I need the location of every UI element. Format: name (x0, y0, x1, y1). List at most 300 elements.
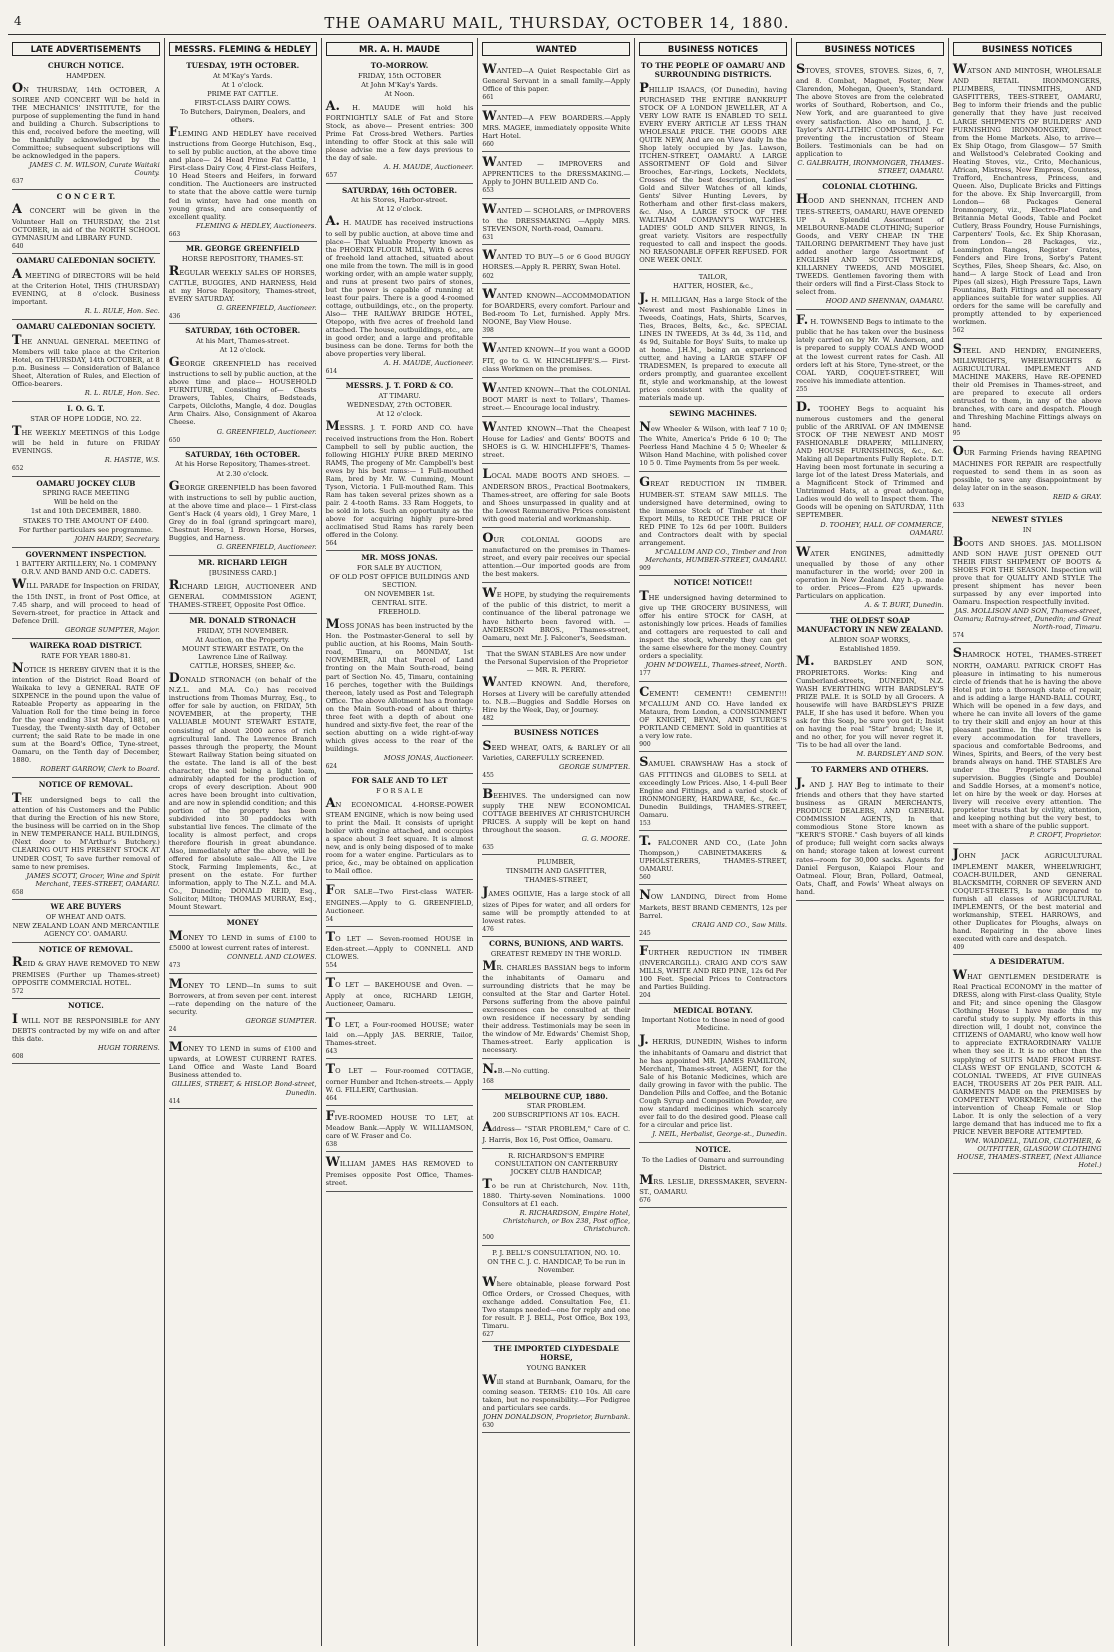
advertisement (482, 199, 630, 246)
ad-line: IN (1022, 525, 1032, 534)
advertisement (953, 441, 1102, 513)
ad-body: J. AND J. HAY Beg to intimate to their friends and others that they have started business as GRAIN MERCHANTS, PRODUCE DEALERS, AND GENERAL COMMISSION AGENTS, In that commodious Stone Store known as "KERR'S STORE." Cash buyers of all kinds of produce; full weight corn sacks always on hand; storage taken at lowest current rates—room for 30,000 sacks. Agents for Daniel Ferguson, Kaiapoi Flour and Oatmeal. Flour, Bran, Pollard, Oatmeal, Oats, Chaff, and Fowls' Wheat always on hand. (795, 775, 944, 896)
ad-number: 650 (168, 436, 181, 444)
ad-signature: G. G. MOORE. (581, 834, 631, 843)
ad-body: WANTED KNOWN—ACCOMMODATION for BOARDERS, every comfort. Parlour and Bed-room To Let, furnished. Apply Mrs. NOONE, Bay View House. (482, 286, 631, 327)
ad-line: At John M'Kay's Yards. (361, 80, 438, 89)
advertisement (482, 106, 630, 153)
ad-signature: A. & T. BURT, Dunedin. (864, 601, 944, 610)
ad-body: SAMUEL CRAWSHAW Has a stock of GAS FITTINGS and GLOBES to SELL at exceedingly Low Prices. Also, 1 4-pull Beer Engine and Fittings, and a varied stock of IRONMONGERY, HARDWARE, &c., &c.—Dunedin Buildings, THAMES-STREET, Oamaru. (639, 755, 787, 819)
masthead-rule (8, 34, 1106, 35)
ad-number: 500 (482, 1234, 494, 1242)
ad-number: 177 (639, 670, 651, 678)
ad-line: NEW ZEALAND LOAN AND MERCANTILE AGENCY CO'. OAMARU. (12, 921, 160, 938)
ad-body: AN ECONOMICAL 4-HORSE-POWER STEAM ENGINE, which is now being used to print the Mail. It consists of upright boiler with engine attached, and occupies a space about 3 feet square. It is almost new, and is only being disposed of to make room for a water engine. Particulars as to price, &c., may be obtained on application to Mail office. (325, 795, 474, 876)
advertisement (326, 927, 474, 974)
ad-body: WANTED KNOWN—That the Cheapest House for Ladies' and Gents' BOOTS and SHOES is G. W. HINCHLIFFE'S, Thames-street. (482, 419, 631, 460)
ad-body: FLEMING AND HEDLEY have received instructions from George Hutchison, Esq., to sell by public auction, at the above time and place— 24 Head Prime Fat Cattle, 1 First-class Dairy Cow, 4 First-class Heifers, 10 Head Steers and Heifers, in forward condition. The Auctioneers are instructed to state that the above cattle were turnip fed in winter, have had one month on young grass, and are consequently of excellent quality. (168, 125, 317, 221)
ad-title: SATURDAY, 16th OCTOBER. (185, 326, 301, 336)
ad-signature: R. L. RULE, Hon. Sec. (84, 307, 160, 316)
ad-line: That the SWAN STABLES Are now under the Personal Supervision of the Proprietor— MR. R. PERRY. (484, 649, 629, 674)
ad-body: CEMENT! CEMENT!! CEMENT!!! M'CALLUM AND CO. Have landed ex Mataura, from London, a CONSIGNMENT OF KNIGHT, BEVAN, AND STURGE'S PORTLAND CEMENT. Sold in quantities at a very low rate. (639, 684, 787, 741)
advertisement (953, 643, 1102, 844)
ad-signature: D. TOOHEY, HALL OF COMMERCE, OAMARU. (820, 520, 944, 537)
advertisement (326, 1152, 474, 1191)
ad-signature: GEORGE SUMPTER. (245, 1016, 317, 1025)
ad-line: Important Notice to those in need of good Medicine. (641, 1016, 785, 1033)
advertisement (482, 245, 630, 284)
ad-title: MELBOURNE CUP, 1880. (504, 1091, 608, 1101)
advertisement (326, 880, 474, 927)
column-heading: MESSRS. FLEMING & HEDLEY (169, 42, 317, 56)
advertisement (796, 59, 944, 180)
column-2 (165, 38, 322, 1646)
ad-title: SATURDAY, 16th OCTOBER. (341, 185, 457, 195)
advertisement (639, 576, 787, 681)
advertisement (326, 973, 474, 1012)
ad-number: 95 (952, 430, 961, 438)
advertisement (169, 1037, 317, 1109)
ad-line: HATTER, HOSIER, &c., (673, 281, 754, 290)
advertisement (12, 639, 160, 778)
ad-body: WANTED KNOWN—That the COLONIAL BOOT MART is next to Tollars', Thames-street.— Encourage local industry. (482, 380, 631, 412)
ad-body: A MEETING of DIRECTORS will be held at the Criterion Hotel, THIS (THURSDAY) EVENING, at 8 o'clock. Business important. (12, 266, 160, 307)
column-5 (635, 38, 792, 1646)
ad-title: MONEY (226, 918, 259, 928)
advertisement (482, 784, 630, 856)
ad-number: 638 (325, 1141, 338, 1149)
ad-body: WE HOPE, by studying the requirements of the public of this district, to merit a continuance of the liberal patronage we have hitherto been favored with. —ANDERSON BROS., Thames-street, Oamaru, next Mr. J. Falconer's, Seedsman. (482, 586, 631, 642)
ad-signature: MOSS JONAS, Auctioneer. (383, 753, 474, 762)
ad-signature: JAS. MOLLISON AND SON, Thames-street, Oamaru; Ratray-street, Dunedin; and Great North-road, Timaru. (953, 607, 1102, 632)
advertisement (639, 941, 787, 1004)
column-7 (949, 38, 1106, 1646)
ad-title: NOTICE OF REMOVAL. (38, 944, 133, 954)
ad-line: STAR PROBLEM. (526, 1102, 586, 1111)
ad-body: A CONCERT will be given in the Volunteer Hall on THURSDAY, the 21st OCTOBER, in aid of the NORTH SCHOOL GYMNASIUM and LIBRARY FUND. (12, 202, 160, 242)
ad-body: REID & GRAY HAVE REMOVED TO NEW PREMISES (Further up Thames-street) OPPOSITE COMMERCIAL HOTEL. (12, 955, 160, 987)
ad-line: 1 BATTERY ARTILLERY, No. 1 COMPANY O.R.V. AND BAND AND O.C. CADETS. (15, 560, 157, 577)
ad-title: CORNS, BUNIONS, AND WARTS. (489, 938, 624, 948)
ad-number: 657 (325, 172, 338, 180)
ad-line: At his Stores, Harbor-street. (351, 196, 448, 205)
ad-number: 660 (482, 140, 494, 148)
ad-title: THE IMPORTED CLYDESDALE HORSE, (493, 1344, 619, 1362)
ad-line: OF WHEAT AND OATS. (45, 912, 126, 921)
ad-title: NOTICE. (695, 1145, 731, 1155)
ad-body: WANTED — IMPROVERS and APPRENTICES to the DRESSMAKING.—Apply to JOHN BULLEID AND Co. (482, 155, 631, 187)
ad-line: At his Mart, Thames-street. (196, 336, 290, 345)
advertisement (482, 1246, 630, 1343)
ad-number: 643 (325, 1048, 338, 1056)
advertisement (169, 974, 317, 1038)
ad-title: MR. GEORGE GREENFIELD (185, 243, 300, 253)
ad-number: 572 (12, 987, 24, 995)
ad-number: 54 (325, 915, 334, 923)
advertisement (169, 614, 317, 916)
ad-number: 602 (482, 272, 494, 280)
ad-line: ON THE C. J. C. HANDICAP, To be run in November. (487, 1257, 626, 1274)
ad-body: OUR Farming Friends having REAPING MACHINES FOR REPAIR are respectfully requested to send them in as soon as possible, to save any disappointment by delay later on in the season. (952, 444, 1102, 492)
ad-line: TINSMITH AND GASFITTER, (505, 867, 607, 876)
ad-title: NOTICE! NOTICE!! (673, 578, 753, 588)
advertisement (12, 900, 160, 943)
ad-line: To the Ladies of Oamaru and surrounding District. (642, 1155, 785, 1172)
ad-body: JAMES OGILVIE, Has a large stock of all sizes of Pipes for water, and all orders for same will be promptly attended to at lowest rates. (482, 885, 631, 925)
ad-title: C O N C E R T. (56, 191, 116, 201)
ad-title: TO THE PEOPLE OF OAMARU AND SURROUNDING DISTRICTS. (640, 61, 786, 79)
advertisement (169, 324, 317, 448)
ad-number: 414 (168, 1097, 181, 1105)
ad-line: Established 1859. (839, 644, 901, 653)
ad-body: WANTED—A FEW BOARDERS.—Apply MRS. MAGEE, immediately opposite White Hart Hotel. (482, 108, 631, 140)
column-4 (478, 38, 635, 1646)
ad-signature: P. CROFT, Proprietor. (1029, 831, 1102, 840)
ad-title: MR. MOSS JONAS. (361, 553, 438, 563)
ad-signature: M'CALLUM AND CO., Timber and Iron Merchants, HUMBER-STREET, OAMARU. (645, 547, 787, 564)
ad-body: NOW LANDING, Direct from Home Markets, BEST BRAND CEMENTS, 12s per Barrel. (639, 888, 787, 920)
ad-body: A. H. MAUDE has received instructions to sell by public auction, at above time and place— That Valuable Property known as the PHOENIX FLOUR MILL, With 6 acres of freehold land attached, situated about one mile from the town. The mill is in good working order, with an ample water supply, and runs at present two pairs of stones, but the power is capable of running at least four pairs. There is a good 4-roomed cottage, outbuildings, etc., on the property. Also— THE RAILWAY BRIDGE HOTEL, Otepopo, with five acres of freehold land attached. The house, outbuildings, etc., are in good order, and a large and profitable business can be done. Terms for both the above properties very liberal. (325, 214, 474, 359)
ad-line: At 12 o'clock. (376, 410, 423, 419)
ad-number: 455 (482, 772, 494, 780)
ad-number: 909 (639, 564, 651, 572)
column-6 (792, 38, 949, 1646)
ad-body: THE WEEKLY MEETINGS of this Lodge will be held in future on FRIDAY EVENINGS. (12, 424, 160, 456)
ad-line: [BUSINESS CARD.] (209, 568, 277, 577)
ad-line: At 12 o'clock. (376, 205, 423, 214)
ad-number: 464 (325, 1094, 338, 1102)
advertisement (639, 1004, 787, 1143)
ad-signature: A. H. MAUDE, Auctioneer. (383, 359, 474, 368)
advertisement (12, 59, 160, 190)
ad-signature: M. BARDSLEY AND SON. (856, 750, 944, 759)
ad-number: 436 (168, 313, 181, 321)
advertisement (482, 855, 630, 937)
ad-number: 473 (168, 962, 181, 970)
ad-signature: CRAIG AND CO., Saw Mills. (691, 920, 787, 929)
ad-body: MONEY TO LEND in sums of £100 and upwards, at LOWEST CURRENT RATES. Land Office and Waste Land Board Business attended to. (168, 1040, 317, 1080)
ad-title: TUESDAY, 19TH OCTOBER. (186, 61, 300, 71)
advertisement (639, 752, 787, 831)
page-number: 4 (14, 14, 23, 28)
ad-signature: G. GREENFIELD, Auctioneer. (216, 543, 317, 552)
ad-body: TO LET — Seven-roomed HOUSE in Eden-street.—Apply to CONNELL AND CLOWES. (325, 929, 474, 962)
ad-body: FIVE-ROOMED HOUSE TO LET, at Meadow Bank.—Apply W. WILLIAMSON, care of W. Fraser and Co. (325, 1108, 474, 1141)
ad-number: 658 (12, 888, 24, 896)
ad-line: CENTRAL SITE. (371, 599, 428, 608)
ad-title: TO-MORROW. (370, 61, 429, 71)
ad-signature: G. GREENFIELD, Auctioneer. (216, 427, 317, 436)
advertisement (796, 763, 944, 900)
ad-number: 633 (952, 501, 965, 509)
ad-number: 653 (482, 187, 494, 195)
ad-title: MESSRS. J. T. FORD & CO. (345, 381, 454, 391)
ad-number: 168 (482, 1078, 494, 1086)
advertisement (482, 338, 630, 377)
column-3 (322, 38, 479, 1646)
advertisement (326, 774, 474, 880)
ad-body: TO LET, a Four-roomed HOUSE; water laid on.—Apply JAS. BERRIE, Tailor, Thames-street. (325, 1015, 474, 1048)
ad-body: I WILL NOT BE RESPONSIBLE for ANY DEBTS contracted by my wife on and after this date. (12, 1011, 160, 1044)
ad-number: 564 (325, 539, 338, 547)
advertisement (482, 59, 630, 106)
advertisement (482, 528, 630, 583)
ad-line: 1st and 10th DECEMBER, 1880. (30, 507, 141, 516)
ad-body: TO LET — BAKEHOUSE and Oven. —Apply at once, RICHARD LEIGH, Auctioneer, Oamaru. (325, 976, 474, 1008)
ad-title: A DESIDERATUM. (989, 957, 1065, 967)
ad-body: M. BARDSLEY AND SON, PROPRIETORS. Works: King and Cumberland-streets, DUNEDIN, N.Z. WASH EVERYTHING WITH BARDSLEY'S PRIZE PALE. It is SOLD by all Grocers. A housewife will have BARDSLEY'S PRIZE PALE, If she has used it before. When you ask for this Soap, be sure you get it; Insist on having the real "Star" brand; Use it, and no other, for you will never regret it. 'Tis to be had all over the land. (795, 653, 944, 750)
ad-title: CHURCH NOTICE. (47, 61, 124, 71)
ad-title: COLONIAL CLOTHING. (822, 181, 918, 191)
advertisement (326, 551, 474, 774)
ad-title: FOR SALE AND TO LET (351, 776, 448, 786)
ad-signature: R. L. RULE, Hon. Sec. (84, 389, 160, 398)
advertisement (12, 548, 160, 639)
ad-number: 640 (12, 242, 24, 250)
ad-number: 652 (12, 465, 24, 473)
ad-body: New Wheeler & Wilson, with leaf 7 10 0; The White, America's Pride 6 10 0; The Peerless Hand Machine 4 5 0; Wheeler & Wilson Hand Machine, with polished cover 10 5 0. Time Payments from 5s per week. (639, 419, 787, 468)
ad-signature: ROBERT GARROW, Clerk to Board. (40, 765, 160, 774)
ad-signature: J. NEIL, Herbalist, George-st., Dunedin. (652, 1130, 787, 1139)
ad-body: FOR SALE—Two First-class WATER-ENGINES.—Apply to G. GREENFIELD, Auctioneer. (325, 883, 474, 915)
ad-title: WAIREKA ROAD DISTRICT. (29, 640, 143, 650)
ad-signature: REID & GRAY. (1052, 492, 1102, 501)
advertisement (639, 1143, 787, 1208)
ad-body: HOOD AND SHENNAN, ITCHEN AND TEES-STREETS, OAMARU, HAVE OPENED UP A Splendid Assortment of MELBOURNE-MADE CLOTHING; Superior Goods, and VERY CHEAP. IN THE TAILORING DEPARTMENT They have just added another large Assortment of ENGLISH AND SCOTCH TWEEDS, KILLARNEY TWEEDS, AND MOSGIEL TWEEDS. Gentlemen favoring them with their orders will find a First-Class Stock to select from. (795, 192, 944, 297)
ad-body: ON THURSDAY, 14th OCTOBER, A SOIREE AND CONCERT Will be held in THE MECHANICS' INSTITUTE, for the purpose of supplementing the fund in hand and building a Church. Subscriptions to this end, received before the meeting, will be thankfully acknowledged by the Committee; subsequent subscriptions will be acknowledged in the papers. (12, 80, 160, 161)
ad-number: 476 (482, 925, 494, 933)
ad-body: WANTED KNOWN. And, therefore, Horses at Livery will be carefully attended to. N.B.—Buggies and Saddle Horses on Hire by the Week, Day, or Journey. (482, 674, 631, 715)
ad-line: FREEHOLD. (378, 608, 421, 617)
ad-body: TO LET — Four-roomed COTTAGE, corner Humber and Itchen-streets.— Apply W. G. FILLERY, Carthusian. (325, 1062, 474, 1094)
ad-body: F. H. TOWNSEND Begs to intimate to the public that he has taken over the business lately carried on by Mr. W. Anderson, and is prepared to supply COALS AND WOOD at the lowest current rates for Cash. All orders left at his Store, Tyne-street, or the COAL YARD, COQUET-STREET, Will receive his immediate attention. (795, 313, 944, 385)
ad-line: TAILOR, (698, 272, 728, 281)
advertisement (953, 513, 1102, 644)
masthead-title: THE OAMARU MAIL, THURSDAY, OCTOBER 14, 1880. (324, 14, 790, 32)
ad-line: AT TIMARU. (378, 392, 421, 401)
ad-number: 255 (795, 385, 808, 393)
ad-body: STOVES, STOVES, STOVES. Sizes, 6, 7, and 8. Combat, Magnet, Foster, New Clarendon, Mohegan, Queen's, Standard. The above Stoves are from the celebrated works of Southard, Robertson, and Co., New York, and are guaranteed to give every satisfaction. Also on hand, J. C. Taylor's ANTI-LITHIC COMPOSITION For preventing the incrustation of Steam Boilers. Testimonials can be had on application to (795, 62, 944, 158)
ad-line: For further particulars see programme. (18, 525, 154, 534)
ad-signature: JOHN M'DOWELL, Thames-street, North. (645, 661, 787, 670)
ad-body: BEEHIVES. The undersigned can now supply THE NEW ECONOMICAL COTTAGE BEEHIVES AT CHRISTCHURCH PRICES. A supply will be kept on hand throughout the season. (482, 786, 631, 834)
advertisement (12, 254, 160, 320)
column-1 (8, 38, 165, 1646)
ad-title: GOVERNMENT INSPECTION. (25, 549, 147, 559)
ad-title: BUSINESS NOTICES (513, 728, 599, 738)
advertisement (482, 464, 630, 527)
ad-line: RATE FOR YEAR 1880-81. (41, 651, 131, 660)
ad-body: NOTICE IS HEREBY GIVEN that it is the intention of the District Road Board of Waikaka to levy a GENERAL RATE OF SIXPENCE in the pound upon the value of Rateable Property as appearing in the Valuation Roll for the time being in force for the year ending 31st March, 1881, on Tuesday, the Twenty-sixth day of October current; the said Rate to be made in one sum at the Board's Office, Tyne-street, Oamaru, on the Tenth day of December, 1880. (12, 660, 160, 765)
ad-title: NOTICE OF REMOVAL. (38, 780, 133, 790)
ad-number: 627 (482, 1331, 494, 1339)
ad-body: J. H. MILLIGAN, Has a large Stock of the Newest and most Fashionable Lines in Tweeds, Coatings, Hats, Shirts, Scarves, Ties, Braces, Belts, &c., &c. SPECIAL LINES IN TWEEDS, At 3s 4d, 3s 11d, and 4s 9d, Suitable for Boys' Suits, to make up at home. J.H.M., being an experienced cutter, and having a LARGE STAFF OF TRADESMEN, Is prepared to execute all orders promptly, and guarantee excellent fit, style and workmanship, at the lowest prices consistent with the quality of materials made up. (639, 290, 787, 403)
ad-title: NEWEST STYLES (991, 514, 1063, 524)
advertisement (796, 180, 944, 310)
ad-body: STEEL AND HENDRY, ENGINEERS, MILLWRIGHTS, WHEELWRIGHTS & AGRICULTURAL IMPLEMENT AND MACHINE MAKERS, Have RE-OPENED their old Premises in Thames-street, and are prepared to execute all orders entrusted to them, in any of the above branches, with care and despatch. Plough and Threshing Machine Fittings always on hand. (952, 341, 1102, 430)
ad-signature: CONNELL AND CLOWES. (226, 953, 317, 962)
ad-number: 409 (952, 944, 965, 952)
ad-body: Address— "STAR PROBLEM," Care of C. J. Harris, Box 16, Post Office, Oamaru. (482, 1120, 631, 1144)
advertisement (796, 310, 944, 397)
ad-body: PHILLIP ISAACS, (Of Dunedin), having PURCHASED THE ENTIRE BANKRUPT STOCK OF A LONDON JEWELLER, AT A VERY LOW RATE IS ENABLED TO SELL EVERY EVERY ARTICLE AT LESS THAN WHOLESALE PRICE. THE GOODS ARE QUITE NEW, And are on View daily In the Shop lately occupied by Jas. Lawson, ITCHEN-STREET, OAMARU. A LARGE ASSORTMENT OF Gold and Silver Brooches, Ear-rings, Lockets, Necklets, Crosses of the best description, Ladies' Gold and Silver Watches of all kinds, Gents' Silver Hunting Levers, by Rotherham and other first-class makers, &c. Also, A LARGE STOCK OF THE WALTHAM COMPANY'S WATCHES. LADIES' GOLD AND SILVER RINGS, In great variety. Visitors are respectfully requested to call and inspect the goods. NO REASONABLE OFFER REFUSED. FOR ONE WEEK ONLY. (639, 80, 787, 265)
column-heading: BUSINESS NOTICES (953, 42, 1102, 56)
ad-signature: A. H. MAUDE, Auctioneer. (383, 163, 474, 172)
ad-body: THE ANNUAL GENERAL MEETING of Members will take place at the Criterion Hotel, on THURSDAY, 14th OCTOBER, at 8 p.m. Business — Consideration of Balance Sheet, Alteration of Rules, and Election of Office-bearers. (12, 332, 160, 389)
advertisement (169, 556, 317, 614)
ad-body: THE undersigned having determined to give up THE GROCERY BUSINESS, will offer his entire STOCK for CASH, at astonishingly low prices. Heads of families and cottagers are requested to call and inspect the stock, whereby they can get the same elsewhere for the money. Country orders a speciality. (639, 588, 787, 661)
ad-line: Will be held on the (53, 498, 118, 507)
advertisement (953, 59, 1102, 338)
advertisement (796, 614, 944, 763)
ad-body: MONEY TO LEND—In sums to suit Borrowers, at from seven per cent. interest—rate depending on the nature of the security. (168, 976, 317, 1016)
ad-line: To Butchers, Dairymen, Dealers, and others. (180, 107, 306, 124)
ad-body: MESSRS. J. T. FORD AND CO. have received instructions from the Hon. Robert Campbell to sell by public auction, the following HIGHLY PURE BRED MERINO RAMS, The progeny of Mr. Campbell's best ewes by his best rams:— 1 Full-mouthed Ram, bred by Mr. W. Cumming, Mount Tyson, Victoria. 1 Full-mouthed Ram. This Ram has taken several prizes shown as a pair. 2 4-tooth Rams. 33 Ram Hoggets, to be sold in lots. Such an opportunity as the above for acquiring highly pure-bred acclimatised Stud Rams has rarely been offered in the Colony. (325, 419, 474, 539)
ad-title: MEDICAL BOTANY. (673, 1005, 753, 1015)
advertisement (639, 59, 787, 269)
advertisement (482, 1059, 630, 1089)
ad-line: 200 SUBSCRIPTIONS AT 10s. EACH. (492, 1111, 620, 1120)
ad-body: T. FALCONER AND CO., (Late John Thompson,) CABINETMAKERS & UPHOLSTERERS, THAMES-STREET, OAMARU. (639, 833, 787, 874)
ad-body: WANTED KNOWN—If you want a GOOD FIT, go to G. W. HINCHLIFFE'S.— First-class Workmen on the premises. (482, 341, 631, 373)
ad-signature: FLEMING & HEDLEY, Auctioneers. (195, 221, 317, 230)
advertisement (482, 378, 630, 417)
ad-signature: JOHN DONALDSON, Proprietor, Burnbank. (482, 1413, 631, 1422)
ad-signature: C. GALBRAITH, IRONMONGER, THAMES-STREET, OAMARU. (797, 158, 944, 175)
ad-body: WILL PARADE for Inspection on FRIDAY, the 15th INST., in front of Post Office, at 7.45 sharp, and will proceed to head of Severn-street, for practice in Attack and Defence Drill. (12, 577, 160, 625)
ad-body: MOSS JONAS has been instructed by the Hon. the Postmaster-General to sell by public auction, at his Rooms, Main South-road, Timaru, on MONDAY, 1st NOVEMBER, All that Parcel of Land fronting on the Main South-road, being part of Section No. 45, Timaru, containing 16 perches, together with the Buildings thereon, lately used as Post and Telegraph Office. The above Allotment has a frontage on the Main South-road of about thirty-three feet with a depth of about one hundred and sixty-five feet, the rear of the section abutting on a wide right-of-way which gives access to the rear of the buildings. (325, 617, 474, 753)
advertisement (169, 448, 317, 556)
ad-body: SHAMROCK HOTEL, THAMES-STREET NORTH, OAMARU. PATRICK CROFT Has pleasure in intimating to his numerous circle of friends that he is having the above Hotel put into a thorough state of repair, and is adding a large HAND-BALL COURT, Which will be opened in a few days, and where he can invite all lovers of the game to try their skill and enjoy an hour at this pleasant pastime. In the Hotel there is every accommodation for travellers, spacious and comfortable Bedrooms, and Wines, Spirits, and Beers, of the very best brands always on hand. THE STABLES Are under the Proprietor's personal supervision. Buggies (Single and Double) and Saddle Horses, at a moment's notice, let on hire by the week or day. Horses at livery will receive every attention. The proprietor trusts that by civility, attention, and keeping nothing but the very best, to meet with a share of the public support. (952, 646, 1102, 831)
advertisement (639, 407, 787, 472)
ad-line: FRIDAY, 5TH NOVEMBER. (196, 626, 289, 635)
ad-number: 398 (482, 327, 494, 335)
ad-line: At 2.30 o'clock. (216, 469, 269, 478)
advertisement (169, 59, 317, 242)
ad-line: ON NOVEMBER 1st. (364, 589, 435, 598)
ad-number: 482 (482, 715, 494, 723)
ad-line: HORSE REPOSITORY, THAMES-ST. (181, 254, 304, 263)
advertisement (326, 184, 474, 380)
ad-body: WANTED—A Quiet Respectable Girl as General Servant in a small family.—Apply Office of this paper. (482, 62, 631, 94)
ad-line: FOR SALE BY AUCTION, (356, 563, 443, 572)
advertisement (482, 1149, 630, 1246)
ad-body: J. HERRIS, DUNEDIN, Wishes to inform the inhabitants of Oamaru and district that he has appointed MR. JAMES FAMILTON, Merchant, Thames-street, AGENT, for the Sale of his Botanic Medicines, which are daily growing in favor with the public. The Dandelion Pills and Coffee, and the Botanic Cough Syrup and Composition Powder, are now standard medicines which scarcely ever fail to do the desired good. Please call for a circular and price list. (639, 1033, 787, 1129)
ad-number: 562 (952, 327, 965, 335)
ad-body: MONEY TO LEND in sums of £100 to £5000 at lowest current rates of interest. (168, 928, 317, 953)
ad-body: WILLIAM JAMES HAS REMOVED to Premises opposite Post Office, Thames-street. (325, 1155, 474, 1187)
advertisement (326, 59, 474, 184)
ad-number: 676 (639, 1197, 651, 1205)
masthead (0, 14, 1114, 32)
ad-number: 245 (639, 929, 651, 937)
ad-line: STAKES TO THE AMOUNT OF £400. (22, 516, 149, 525)
advertisement (169, 916, 317, 973)
ad-line: PLUMBER, (537, 858, 576, 867)
advertisement (953, 955, 1102, 1174)
ad-line: CATTLE, HORSES, SHEEP, &c. (189, 662, 296, 671)
ad-title: THE OLDEST SOAP MANUFACTORY IN NEW ZEALAND. (796, 616, 944, 634)
column-heading: WANTED (482, 42, 630, 56)
advertisement (482, 152, 630, 199)
ad-title: SEWING MACHINES. (669, 409, 757, 419)
advertisement (482, 417, 630, 464)
ad-signature: HOOD AND SHENNAN, OAMARU. (825, 297, 944, 306)
ad-number: 900 (639, 741, 651, 749)
ad-line: FIRST-CLASS DAIRY COWS. (194, 98, 291, 107)
ad-line: At 12 o'clock. (219, 345, 266, 354)
ad-number: 574 (952, 632, 965, 640)
ad-body: WHAT GENTLEMEN DESIDERATE is Real Practical ECONOMY in the matter of DRESS, along with First-class Quality, Style and Fit; and since opening the Glasgow Clothing House I have made this my careful study to supply. My efforts in this direction will, I doubt not, convince the CITIZENS of OAMARU, who know well how to appreciate EXTRAORDINARY VALUE when they see it. It is no other than the supplying of SUITS MADE FROM FIRST-CLASS WEST OF ENGLAND, SCOTCH & COLONIAL TWEEDS, AT FIVE GUINEAS EACH, TROUSERS AT 20s PER PAIR. ALL GARMENTS MADE on the PREMISES by COMPETENT WORKMEN, without the intervention of Cheap Female or Slop Labor. It is only the selection of a very large demand that has induced me to fix a PRICE NEVER BEFORE ATTEMPTED. (952, 967, 1102, 1136)
ad-line: F O R S A L E (376, 786, 423, 795)
ad-signature: G. GREENFIELD, Auctioneer. (216, 303, 317, 312)
advertisement (953, 339, 1102, 442)
advertisement (12, 402, 160, 476)
advertisement (482, 726, 630, 783)
ad-body: GEORGE GREENFIELD has been favored with instructions to sell by public auction, at the above time and place— 1 First-class Gent's Hack (4 years old), 1 Grey Mare, 1 Grey do in foal (grand springcart mare), Chestnut Horse, 1 Brown Horse, Horses, Buggies, and Harness. (168, 478, 317, 542)
ad-signature: GEORGE SUMPTER, Major. (64, 625, 160, 634)
advertisement (796, 542, 944, 614)
advertisement (482, 937, 630, 1059)
ad-body: LOCAL MADE BOOTS AND SHOES. —ANDERSON BROS., Practical Bootmakers, Thames-street, are offering for sale Boots and Shoes unsurpassed in quality and at the Lowest Remunerative Prices consistent with good material and workmanship. (482, 467, 631, 523)
ad-title: SATURDAY, 16th OCTOBER. (185, 449, 301, 459)
ad-signature: HUGH TORRENS. (97, 1044, 160, 1053)
column-heading: BUSINESS NOTICES (639, 42, 787, 56)
advertisement (482, 1342, 630, 1433)
ad-body: WATSON AND MINTOSH, WHOLESALE AND RETAIL IRONMONGERS, PLUMBERS, TINSMITHS, AND GASFITTERS, TEES-STREET, OAMARU, Beg to inform their friends and the public generally that they have just received LARGE SHIPMENTS OF BUILDERS' AND FURNISHING IRONMONGERY, Direct from the Home Markets. Also, to arrive— Ex Ship Otago, from Glasgow— 57 Smith and Wellstood's Celebrated Cooking and Heating Stoves, viz., Crito, Mechanicus, African, Mistress, New Empress, Countess, Trafford, Enchantress, Princess, and Queen. Also, Duplicate Bricks and Fittings for the above. Ex Ship Invercargill, from London— 68 Packages General Ironmongery, viz., Electro-Plated and Britannia Metal Goods, Table and Pocket Cutlery, Brass Foundry, House Furnishings, Carpenters' Tools, &c. Ex Ship Khorasan, from London— 28 Packages, viz., Leamington Ranges, Register Grates, Fenders and Fire Irons, Sorby's Patent Scythes, Files, Sheep Shears, &c. Also, on hand— A large Stock of Lead and Iron Pipes (all sizes), High Pressure Taps, Lawn Fountains, Bath Fittings and all necessary appliances suitable for water supplies. All orders for the same will be carefully and promptly attended to by experienced workmen. (952, 62, 1102, 327)
advertisement (12, 999, 160, 1064)
advertisement (12, 320, 160, 402)
ad-body: GREAT REDUCTION IN TIMBER. HUMBER-ST. STEAM SAW MILLS. The undersigned have determined, owing to the immense Stock of Timber at their Export Mills, to REDUCE THE PRICE OF RED PINE To 12s 6d per 100ft. Builders and Contractors dealt with by special arrangement. (639, 475, 787, 547)
ad-body: WANTED — SCHOLARS, or IMPROVERS to the DRESSMAKING —Apply MRS. STEVENSON, North-road, Oamaru. (482, 201, 631, 233)
ad-signature: GILLIES, STREET, & HISLOP. Bond-street, Dunedin. (171, 1080, 317, 1097)
ad-body: WANTED TO BUY—5 or 6 Good BUGGY HORSES.—Apply R. PERRY, Swan Hotel. (482, 248, 631, 272)
ad-body: BOOTS AND SHOES. JAS. MOLLISON AND SON HAVE JUST OPENED OUT THEIR FIRST SHIPMENT OF BOOTS & SHOES FOR THE SEASON. Inspection will prove that for QUALITY AND STYLE The present shipment has never been surpassed by any ever imported into Oamaru. Inspection respectfully invited. (952, 534, 1102, 607)
ad-title: NOTICE. (68, 1000, 104, 1010)
ad-signature: JAMES SCOTT, Grocer, Wine and Spirit Merchant, TEES-STREET, OAMARU. (26, 871, 160, 888)
advertisement (169, 242, 317, 324)
ad-line: R. RICHARDSON'S EMPIRE CONSULTATION ON CANTERBURY JOCKEY CLUB HANDICAP, (494, 1151, 618, 1176)
ad-title: TO FARMERS AND OTHERS. (811, 765, 929, 775)
ad-body: FURTHER REDUCTION IN TIMBER (INVERCARGILL). CRAIG AND CO'S SAW MILLS, WHITE AND RED PINE, 12s 6d Per 100 Feet. Special Prices to Contractors and Parties Building. (639, 944, 787, 992)
ad-line: WEDNESDAY, 27th OCTOBER. (346, 401, 453, 410)
ad-signature: R. RICHARDSON, Empire Hotel, Christchurch, or Box 238, Post office, Christchurch. (503, 1209, 631, 1234)
column-heading: MR. A. H. MAUDE (326, 42, 474, 56)
ad-body: D. TOOHEY Begs to acquaint his numerous customers and the general public of the ARRIVAL OF AN IMMENSE STOCK OF THE NEWEST AND MOST FASHIONABLE DRAPERY, MILLINERY, AND HOUSE FURNISHINGS, &c., &c. Making all Departments Fully Replete. D.T. Having been most fortunate in securing a large lot of the latest Dress Materials, and a Magnificent Stock of Trimmed and Untrimmed Hats, at a great advantage, Ladies would do well to Inspect them. The Goods will be opening on SATURDAY, 11th SEPTEMBER. (795, 399, 944, 520)
ad-body: Will stand at Burnbank, Oamaru, for the coming season. TERMS: £10 10s. All care taken, but no responsibility.—For Pedigree and particulars see cards. (482, 1372, 631, 1413)
ad-line: SPRING RACE MEETING (42, 489, 130, 498)
ad-title: MR. RICHARD LEIGH (198, 558, 288, 568)
ad-line: GREATEST REMEDY IN THE WORLD. (490, 949, 622, 958)
ad-body: To be run at Christchurch, Nov. 11th, 1880. Thirty-seven Nominations. 1000 Consultors at £1 each. (482, 1176, 631, 1209)
ad-body: WATER ENGINES, admittedly unequalled by those of any other manufacturer in the world; over 200 in operation in New Zealand. Any h.-p. made to order. Prices—From £25 upwards. Particulars on application. (795, 544, 944, 600)
ad-number: 554 (325, 962, 338, 970)
advertisement (326, 1059, 474, 1106)
ad-body: MR. CHARLES BASSIAN begs to inform the inhabitants of Oamaru and surrounding districts that he may be consulted at the Star and Garter Hotel. Persons suffering from the above painful excrescences can be consulted at their own residence if necessary by sending their address. Testimonials may be seen in the window of Mr. Edwards' Chemist Shop, Thames-street. Early application is necessary. (482, 958, 631, 1055)
advertisement (482, 583, 630, 646)
ad-number: 24 (168, 1025, 177, 1033)
ad-line: OF OLD POST OFFICE BUILDINGS AND SECTION. (329, 572, 470, 589)
ad-body: RICHARD LEIGH, AUCTIONEER AND GENERAL COMMISSION AGENT, THAMES-STREET, Opposite Post Office. (168, 577, 317, 610)
advertisement (482, 1090, 630, 1149)
ad-body: A. H. MAUDE will hold his FORTNIGHTLY SALE of Fat and Store Stock, as above— Present entries: 300 Prime Fat Cross-bred Wethers. Parties intending to offer Stock at this sale will please advise me a few days previous to the day of sale. (325, 98, 474, 163)
ad-line: At Auction, on the Property. (195, 635, 290, 644)
ad-signature: WM. WADDELL, TAILOR, CLOTHIER, & OUTFITTER, GLASGOW CLOTHING HOUSE, THAMES-STREET, (Next Alliance Hotel.) (957, 1136, 1102, 1169)
ad-title: OAMARU CALEDONIAN SOCIETY. (16, 255, 156, 265)
advertisement (482, 284, 630, 339)
advertisement (482, 647, 630, 727)
ad-line: At 1 o'clock. (221, 80, 264, 89)
